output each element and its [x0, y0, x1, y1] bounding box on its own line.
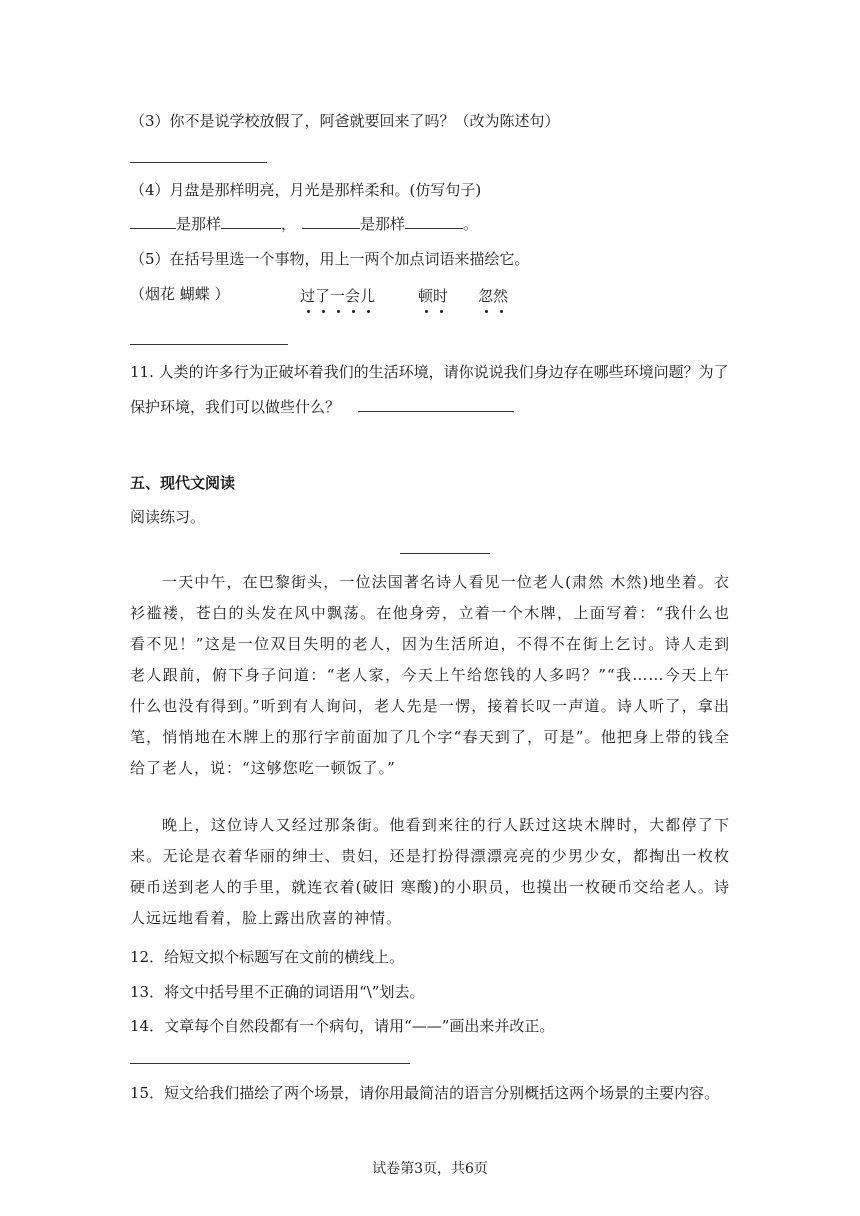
question-13: 13．将文中括号里不正确的词语用“\”划去。: [130, 983, 425, 1001]
section-instruction: 阅读练习。: [130, 508, 206, 526]
q5-options: （烟花 蝴蝶 ）: [130, 285, 230, 303]
question-11-line2: 保护环境，我们可以做些什么？: [130, 396, 514, 417]
question-11-line1: 11. 人类的许多行为正破坏着我们的生活环境，请你说说我们身边存在哪些环境问题？为了: [130, 363, 729, 381]
blank-2[interactable]: [221, 214, 281, 229]
passage-paragraph-2: 晚上，这位诗人又经过那条街。他看到来往的行人跃过这块木牌时，大都停了下来。无论是衣着华丽的绅士、贵妇，还是打扮得漂漂亮亮的少男少女，都掏出一枚枚硬币送到老人的手里，就连衣着(破旧 寒酸)的小职员，也摸出一枚硬币交给老人。诗人远远地看着，脸上露出欣喜的神情。: [130, 816, 730, 927]
question-15: 15．短文给我们描绘了两个场景，请你用最简洁的语言分别概括这两个场景的主要内容。: [130, 1084, 720, 1102]
question-4: （4）月盘是那样明亮，月光是那样柔和。(仿写句子): [130, 181, 482, 199]
question-3: （3）你不是说学校放假了，阿爸就要回来了吗？（改为陈述句）: [130, 112, 560, 130]
question-12: 12．给短文拟个标题写在文前的横线上。: [130, 948, 405, 966]
answer-line-q3[interactable]: [130, 162, 267, 163]
answer-line-q14[interactable]: [130, 1063, 410, 1064]
passage-paragraph-1: 一天中午，在巴黎街头，一位法国著名诗人看见一位老人(肃然 木然)地坐着。衣衫褴褛，苍白的头发在风中飘荡。在他身旁，立着一个木牌，上面写着：“我什么也看不见！”这是一位双目失明的老人，因为生活所迫，不得不在街上乞讨。诗人走到老人跟前，俯下身子问道：“老人家，今天上午给您钱的人多吗？”“我……今天上午什么也没有得到。”听到有人询问，老人先是一愣，接着长叹一声道。诗人听了，拿出笔，悄悄地在木牌上的那行字前面加了几个字“春天到了，可是”。他把身上带的钱全给了老人，说：“这够您吃一顿饭了。”: [130, 573, 730, 777]
question-5: （5）在括号里选一个事物，用上一两个加点词语来描绘它。: [130, 250, 530, 268]
blank-3[interactable]: [302, 214, 360, 229]
answer-line-q5[interactable]: [130, 344, 288, 345]
q4-fill-sentence: 是那样 ， 是那样 。: [130, 213, 478, 234]
answer-line-q11[interactable]: [358, 397, 514, 412]
title-blank-line[interactable]: [400, 553, 490, 554]
section-heading: 五、现代文阅读: [130, 474, 236, 492]
question-14: 14．文章每个自然段都有一个病句，请用“——”画出来并改正。: [130, 1017, 555, 1035]
dotted-word-2: 顿时: [418, 287, 449, 305]
blank-4[interactable]: [405, 214, 463, 229]
dotted-word-1: 过了一会儿: [300, 287, 376, 305]
blank-1[interactable]: [130, 214, 176, 229]
dotted-word-3: 忽然: [478, 287, 509, 305]
page-footer: 试卷第3页，共6页: [372, 1161, 488, 1177]
